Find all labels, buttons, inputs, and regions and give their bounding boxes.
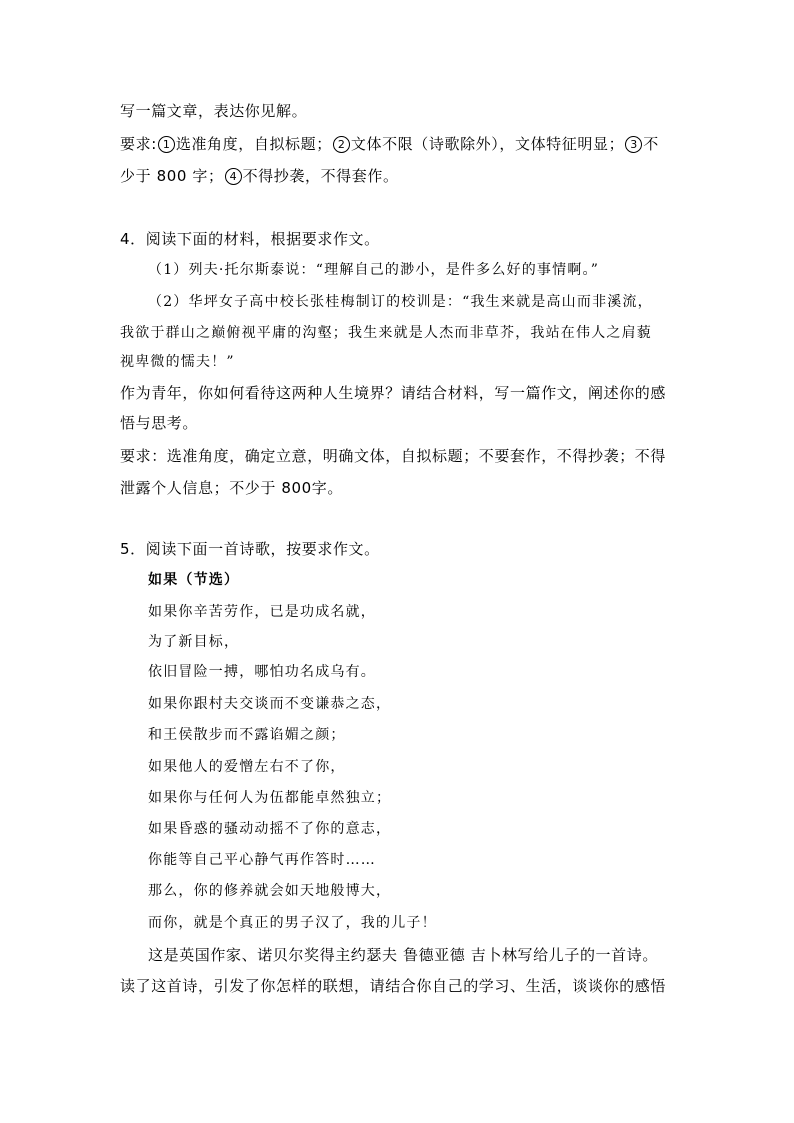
- poem-line: 为了新目标，: [148, 634, 240, 650]
- poem-line: 如果你跟村夫交谈而不变谦恭之态，: [148, 696, 392, 712]
- s3-req-text-1: 选准角度，自拟标题；: [175, 135, 332, 153]
- poem-line: 如果昏惑的骚动动摇不了你的意志，: [148, 821, 392, 837]
- s4-material-1: （1）列夫·托尔斯泰说：“理解自己的渺小，是件多么好的事情啊。”: [148, 262, 600, 278]
- s4-requirements-line-1: 要求：选准角度，确定立意，明确文体，自拟标题；不要套作，不得抄袭；不得: [120, 447, 667, 465]
- s3-req-cont: 少于 800 字；: [120, 167, 224, 185]
- circled-number-3: 3: [625, 136, 642, 153]
- s4-material-2-line-2: 我欲于群山之巅俯视平庸的沟壑；我生来就是人杰而非草芥，我站在伟人之肩藐: [120, 325, 652, 341]
- poem-line: 依旧冒险一搏，哪怕功名成乌有。: [148, 664, 376, 680]
- s3-requirements-line-1: [120, 134, 659, 154]
- poem-line: 如果你与任何人为伍都能卓然独立；: [148, 790, 392, 806]
- poem-line: 如果你辛苦劳作，已是功成名就，: [148, 604, 376, 620]
- s4-requirements-line-2: 泄露个人信息；不少于 800字。: [120, 479, 343, 497]
- s3-req-text-2: 文体不限（诗歌除外），文体特征明显；: [350, 135, 625, 153]
- poem-line: 和王侯散步而不露谄媚之颜；: [148, 727, 346, 743]
- s5-paragraph-line-2: 读了这首诗，引发了你怎样的联想，请结合你自己的学习、生活，谈谈你的感悟: [120, 977, 667, 995]
- s4-prompt-line-1: 作为青年，你如何看待这两种人生境界？请结合材料，写一篇作文，阐述你的感: [120, 384, 667, 402]
- s3-requirements-line-2: [120, 166, 399, 186]
- circled-number-1: 1: [158, 136, 175, 153]
- s4-material-2-line-1: （2）华坪女子高中校长张桂梅制订的校训是：“我生来就是高山而非溪流，: [148, 294, 653, 310]
- circled-number-2: 2: [333, 136, 350, 153]
- poem-line: 而你，就是个真正的男子汉了，我的儿子！: [148, 915, 437, 931]
- s3-req-text-3: 不: [643, 135, 659, 153]
- poem-line: 你能等自己平心静气再作答时……: [148, 852, 376, 868]
- s5-heading: 5．阅读下面一首诗歌，按要求作文。: [120, 540, 380, 558]
- poem-line: 如果他人的爱憎左右不了你，: [148, 759, 346, 775]
- s3-line-1: 写一篇文章，表达你见解。: [120, 102, 308, 120]
- poem-title: 如果（节选）: [148, 572, 240, 588]
- circled-number-4: 4: [225, 168, 242, 185]
- poem-line: 那么，你的修养就会如天地般博大，: [148, 883, 392, 899]
- s5-paragraph-line-1: 这是英国作家、诺贝尔奖得主约瑟夫 鲁德亚德 吉卜林写给儿子的一首诗。: [148, 946, 658, 964]
- s4-heading: 4．阅读下面的材料，根据要求作文。: [120, 230, 380, 248]
- s4-prompt-line-2: 悟与思考。: [120, 414, 199, 432]
- s3-req-text-4: 不得抄袭，不得套作。: [242, 167, 399, 185]
- s4-material-2-line-3: 视卑微的懦夫！”: [120, 354, 235, 370]
- s3-req-prefix: 要求:: [120, 135, 157, 153]
